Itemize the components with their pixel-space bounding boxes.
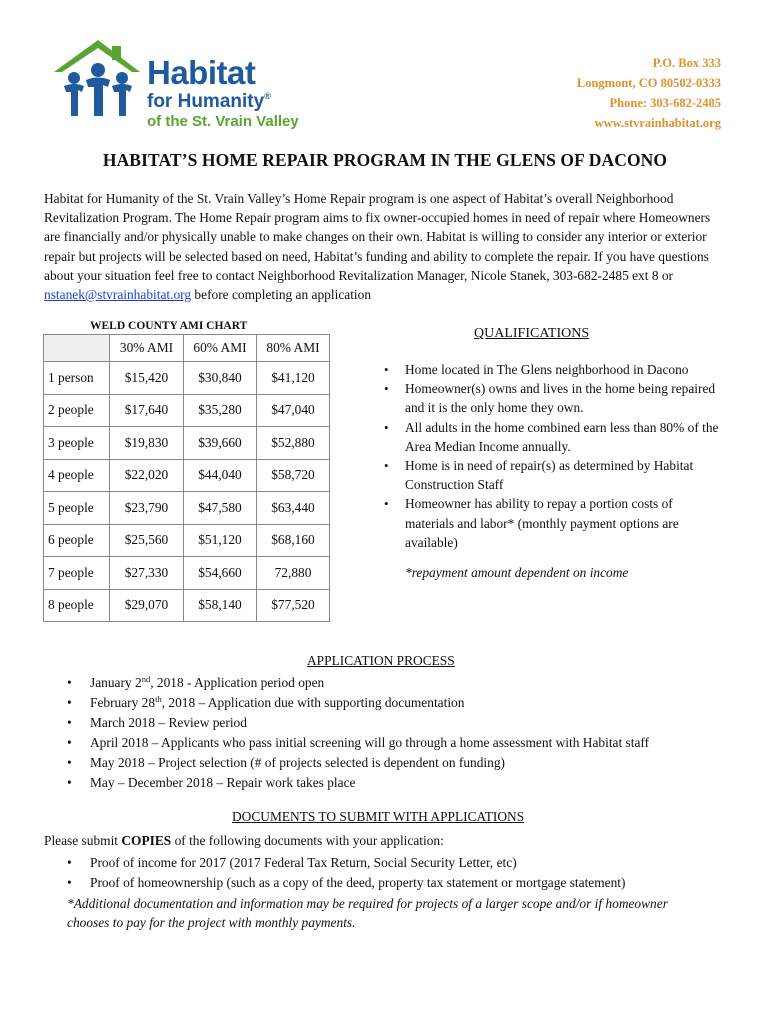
table-cell: $39,660 (184, 427, 257, 460)
table-row (44, 362, 330, 395)
table-cell: $54,660 (184, 557, 257, 590)
table-cell: $51,120 (184, 524, 257, 557)
contact-pobox: P.O. Box 333 (652, 56, 721, 70)
list-item: • Proof of homeownership (such as a copy of the deed, property tax statement or mortgage statement) (67, 873, 625, 893)
table-cell: 60% AMI (184, 335, 257, 362)
table-row (44, 459, 330, 492)
table-row (44, 394, 330, 427)
table-cell: 8 people (44, 589, 110, 622)
contact-block (577, 53, 721, 133)
table-row (44, 492, 330, 525)
table-row (44, 524, 330, 557)
table-cell: 4 people (44, 459, 110, 492)
documents-intro: Please submit COPIES of the following documents with your application: (44, 833, 444, 848)
intro-text: Habitat for Humanity of the St. Vrain Valley’s Home Repair program is one aspect of Habitat’s overall Neighborhood Revitalization Program. The Home Repair program aims to fix owner-occupied homes in need of repair where Homeowners are financially and/or physically unable to make changes on their own. Habitat is willing to consider any interior or exterior repair but projects will be selected based on need, Habitat’s funding and ability to complete the repair. If you have questions about your situation feel free to contact Neighborhood Revitalization Manager, Nicole Stanek, 303-682-2485 ext 8 or (44, 191, 711, 283)
table-cell: $41,120 (257, 362, 330, 395)
table-row (44, 589, 330, 622)
list-item: • January 2nd, 2018 - Application period open (67, 673, 649, 693)
table-cell: $25,560 (110, 524, 184, 557)
list-item: • April 2018 – Applicants who pass initial screening will go through a home assessment with Habitat staff (67, 733, 649, 753)
table-cell: $44,040 (184, 459, 257, 492)
application-process-title: APPLICATION PROCESS (307, 653, 455, 668)
list-item: • May – December 2018 – Repair work takes place (67, 773, 649, 793)
ami-chart-caption: WELD COUNTY AMI CHART (90, 320, 248, 332)
list-item: • Home located in The Glens neighborhood in Dacono (382, 360, 722, 379)
additional-documentation-note: *Additional documentation and information may be required for projects of a larger scope and/or if homeowner chooses to pay for the project with monthly payments. (67, 896, 668, 930)
table-cell: $23,790 (110, 492, 184, 525)
documents-list (67, 853, 625, 893)
table-cell: $17,640 (110, 394, 184, 427)
logo-habitat-text: Habitat (147, 54, 256, 91)
list-item: • Proof of income for 2017 (2017 Federal Tax Return, Social Security Letter, etc) (67, 853, 625, 873)
house-figures-icon (52, 38, 144, 118)
table-cell: 2 people (44, 394, 110, 427)
list-item: • May 2018 – Project selection (# of projects selected is dependent on funding) (67, 753, 649, 773)
contact-city: Longmont, CO 80502-0333 (576, 76, 721, 90)
table-cell: 6 people (44, 524, 110, 557)
table-cell: $15,420 (110, 362, 184, 395)
intro-paragraph (44, 189, 724, 304)
habitat-logo (52, 38, 299, 134)
contact-website[interactable]: www.stvrainhabitat.org (594, 116, 721, 130)
table-cell: $47,040 (257, 394, 330, 427)
table-row (44, 427, 330, 460)
repayment-note: *repayment amount dependent on income (405, 565, 629, 580)
table-cell: $22,020 (110, 459, 184, 492)
list-item: • Homeowner(s) owns and lives in the home being repaired and it is the only home they own. (382, 379, 722, 417)
qualifications-list (382, 360, 722, 552)
list-item: • February 28th, 2018 – Application due with supporting documentation (67, 693, 649, 713)
table-cell: 72,880 (257, 557, 330, 590)
table-cell: $19,830 (110, 427, 184, 460)
table-cell: $68,160 (257, 524, 330, 557)
email-link[interactable]: nstanek@stvrainhabitat.org (44, 287, 192, 303)
ami-chart-table (43, 334, 330, 622)
list-item: • All adults in the home combined earn less than 80% of the Area Median Income annually. (382, 418, 722, 456)
list-item: • Homeowner has ability to repay a portion costs of materials and labor* (monthly payment options are available) (382, 494, 722, 552)
table-cell: 30% AMI (110, 335, 184, 362)
table-cell: 5 people (44, 492, 110, 525)
table-row (44, 557, 330, 590)
contact-phone: Phone: 303-682-2485 (609, 96, 721, 110)
table-cell: $58,720 (257, 459, 330, 492)
logo-humanity-text: for Humanity® (147, 91, 271, 112)
application-process-list (67, 673, 649, 793)
logo-valley-text: of the St. Vrain Valley (147, 113, 299, 130)
table-cell: 3 people (44, 427, 110, 460)
list-item: • March 2018 – Review period (67, 713, 649, 733)
documents-title: DOCUMENTS TO SUBMIT WITH APPLICATIONS (232, 809, 525, 824)
list-item: • Home is in need of repair(s) as determined by Habitat Construction Staff (382, 456, 722, 494)
table-cell: 80% AMI (257, 335, 330, 362)
table-cell: $35,280 (184, 394, 257, 427)
table-cell: $27,330 (110, 557, 184, 590)
page-title: HABITAT’S HOME REPAIR PROGRAM IN THE GLENS OF DACONO (102, 150, 668, 170)
table-cell: $29,070 (110, 589, 184, 622)
table-cell: $52,880 (257, 427, 330, 460)
table-cell (44, 335, 110, 362)
table-cell: 1 person (44, 362, 110, 395)
intro-tail: before completing an application (191, 287, 372, 303)
table-cell: $63,440 (257, 492, 330, 525)
table-cell: $30,840 (184, 362, 257, 395)
table-cell: $77,520 (257, 589, 330, 622)
table-cell: 7 people (44, 557, 110, 590)
table-cell: $58,140 (184, 589, 257, 622)
table-cell: $47,580 (184, 492, 257, 525)
table-header-row (44, 335, 330, 362)
qualifications-title: QUALIFICATIONS (474, 326, 590, 341)
